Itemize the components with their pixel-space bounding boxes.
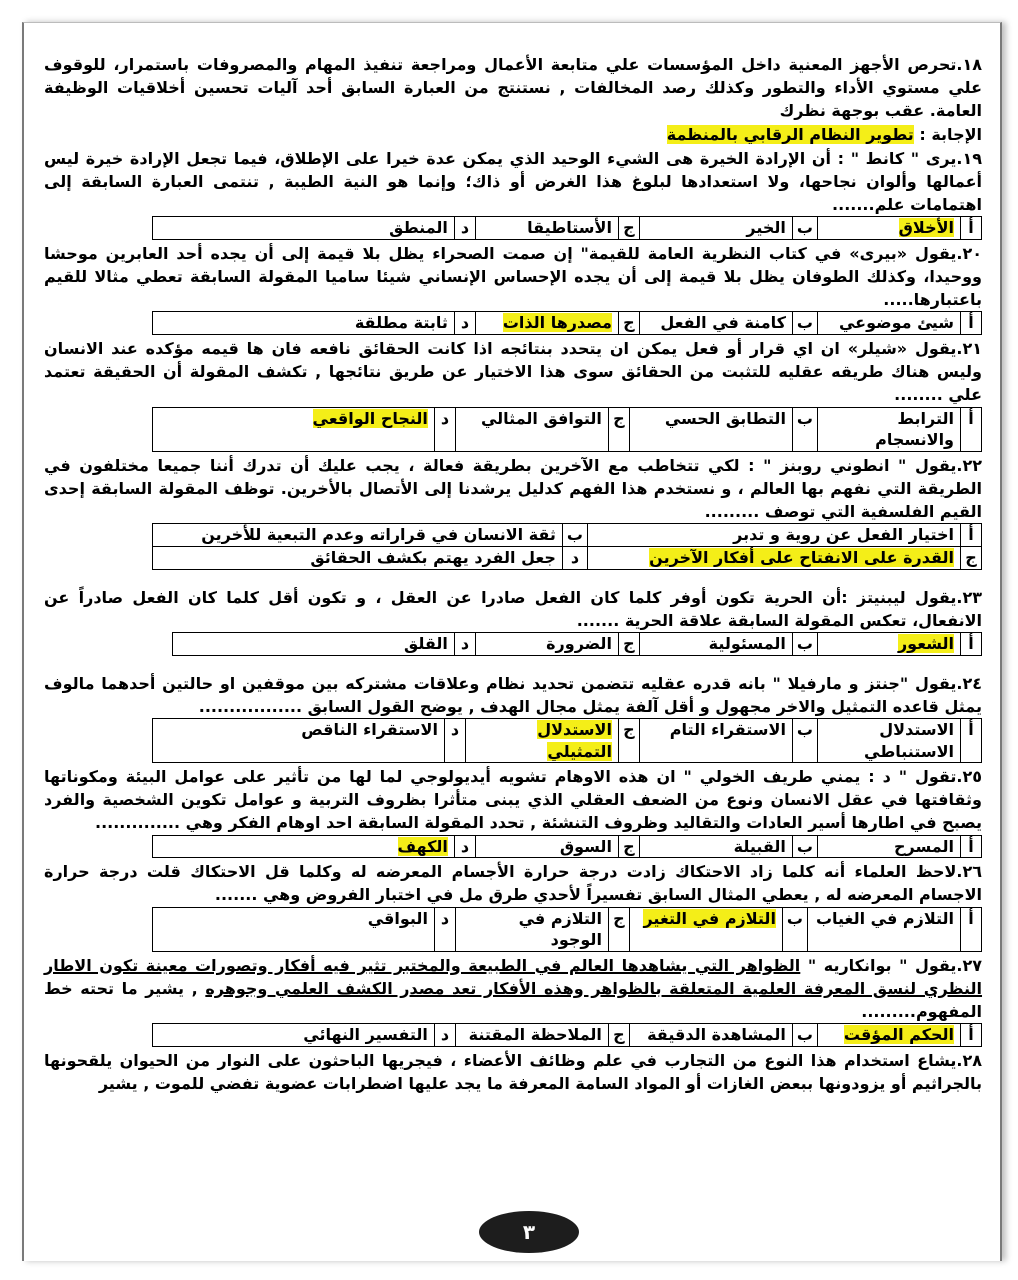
option-letter: ب xyxy=(792,217,817,240)
option-b[interactable]: كامنة في الفعل xyxy=(639,312,792,335)
option-letter: أ xyxy=(961,718,982,762)
option-b[interactable]: الخير xyxy=(639,217,792,240)
question-23 xyxy=(44,586,982,656)
option-letter: أ xyxy=(961,907,982,951)
option-a-text: الأخلاق xyxy=(898,218,954,238)
option-c[interactable]: التلازم في الوجود xyxy=(455,907,608,951)
option-letter: د xyxy=(454,632,475,655)
option-letter: ب xyxy=(792,835,817,858)
option-c[interactable]: الضرورة xyxy=(475,632,618,655)
option-a[interactable]: الاستدلال الاستنباطي xyxy=(818,718,961,762)
question-21-text: ٢١.يقول «شيلر» ان اي قرار أو فعل يمكن ان يتحدد بنتائجه اذا كانت الحقائق نافعه فان ها قيمه مؤكده عند الانسان وليس هناك طريقه عقليه للتثبت من الحقائق سوى هذا الاختيار عن طريق نتائجها , تكشف المقولة أن الحقيقة تعتمد علي ........ xyxy=(44,339,982,405)
answer-label: الإجابة : xyxy=(919,124,982,144)
option-d[interactable]: الاستقراء الناقص xyxy=(153,718,445,762)
option-c[interactable] xyxy=(465,718,618,762)
options-table-23 xyxy=(172,632,982,656)
option-letter: أ xyxy=(961,217,982,240)
option-a[interactable]: التلازم في الغياب xyxy=(808,907,961,951)
options-table-25 xyxy=(152,835,982,859)
question-23-text: ٢٣.يقول ليبنيتز :أن الحرية تكون أوفر كلما كان الفعل صادرا عن العقل ، و تكون أقل كلما كان الفعل صادراً عن الانفعال، تعكس المقولة السابقة علاقة الحرية ....... xyxy=(44,587,982,630)
option-letter: ب xyxy=(782,907,807,951)
option-b[interactable] xyxy=(629,907,782,951)
option-a[interactable] xyxy=(818,632,961,655)
option-a[interactable] xyxy=(818,1024,961,1047)
page-number-badge xyxy=(479,1211,579,1253)
question-20-text: ٢٠.يقول «بيرى» في كتاب النظرية العامة للقيمة" إن صمت الصحراء يظل بلا قيمة إلى أن يجده أحد العابرين موحشا ووحيدا، وكذلك الطوفان يظل بلا قيمة إلى أن يجده الإحساس الإنساني شيئا ساميا المقولة السابقة تعطي مثالا للقيم باعتبارها..... xyxy=(44,243,982,310)
option-letter: د xyxy=(454,217,475,240)
option-letter: أ xyxy=(961,312,982,335)
option-letter: ج xyxy=(961,546,982,569)
option-letter: ج xyxy=(608,907,629,951)
option-c[interactable] xyxy=(588,546,961,569)
option-b-text: التلازم في التغير xyxy=(643,908,776,928)
options-table-24 xyxy=(152,718,982,763)
question-25 xyxy=(44,765,982,858)
option-d[interactable]: التفسير النهائي xyxy=(153,1024,435,1047)
option-letter: ج xyxy=(618,217,639,240)
question-27-text-start: ٢٧.يقول " بوانكاريه " xyxy=(800,955,983,975)
option-c[interactable]: الملاحظة المقتنة xyxy=(455,1024,608,1047)
option-letter: د xyxy=(444,718,465,762)
answer-text: تطوير النظام الرقابي بالمنظمة xyxy=(666,124,914,144)
option-c[interactable]: الأستاطيقا xyxy=(475,217,618,240)
option-b[interactable]: ثقة الانسان في قراراته وعدم التبعية للأخرين xyxy=(153,524,563,547)
options-table-26 xyxy=(152,907,982,952)
page-content xyxy=(44,53,982,1096)
option-d-text: الكهف xyxy=(397,836,448,856)
option-letter: ج xyxy=(618,632,639,655)
option-c-text: مصدرها الذات xyxy=(502,313,612,333)
question-22-text: ٢٢.يقول " انطوني روبنز " : لكي تتخاطب مع الآخرين بطريقة فعالة ، يجب عليك أن تدرك أننا جميعا مختلفون في الطريقة التي نفهم بها العالم ، و نستخدم هذا الفهم كدليل يرشدنا إلى الأتصال بالأخرين. توظف المقولة السابقة إحدى القيم الفلسفية التي توصف ......... xyxy=(44,455,982,522)
option-c[interactable] xyxy=(475,312,618,335)
option-letter: ب xyxy=(792,1024,817,1047)
document-page xyxy=(22,22,1002,1261)
option-b[interactable]: التطابق الحسي xyxy=(629,407,792,451)
question-26 xyxy=(44,860,982,952)
page-number: ٣ xyxy=(522,1220,536,1244)
options-table-20 xyxy=(152,311,982,335)
option-letter: د xyxy=(434,1024,455,1047)
option-letter: أ xyxy=(961,835,982,858)
option-d-text: النجاح الواقعي xyxy=(312,408,428,428)
question-27-underlined: الظواهر التي يشاهدها العالم في الطبيعة والمختبر تثير فيه أفكار وتصورات معينة تكون الاطار النظري لنسق المعرفة العلمية المتعلقة بالظواهر وهذه الأفكار تعد مصدر الكشف العلمي وجوهره xyxy=(44,955,983,998)
option-b[interactable]: الاستقراء التام xyxy=(639,718,792,762)
option-letter: ج xyxy=(618,718,639,762)
option-letter: د xyxy=(434,907,455,951)
question-25-text: ٢٥.تقول " د : يمني طريف الخولي " ان هذه الاوهام تشويه أيديولوجي لما لها من تأثير على عوامل البيئة ومكوناتها وثقافتها في عقل الانسان ونوع من الضعف العقلي الذي يبنى متأثرا بظروف التربية و عوامل تكوين الشخصية والفرد يصبح في اطارها أسير العادات والتقاليد وظروف التنشئة , تحدد المقولة السابقة احد اوهام الفكر وهي .............. xyxy=(44,767,982,833)
options-table-27 xyxy=(152,1023,982,1047)
option-letter: ج xyxy=(618,835,639,858)
option-a[interactable]: الترابط والانسجام xyxy=(818,407,961,451)
option-b[interactable]: المشاهدة الدقيقة xyxy=(629,1024,792,1047)
options-table-19 xyxy=(152,216,982,240)
option-letter: ب xyxy=(792,407,817,451)
option-b[interactable]: القبيلة xyxy=(639,835,792,858)
option-letter: ج xyxy=(608,1024,629,1047)
question-18 xyxy=(44,53,982,146)
option-letter: د xyxy=(434,407,455,451)
option-letter: أ xyxy=(961,632,982,655)
option-c[interactable]: التوافق المثالي xyxy=(455,407,608,451)
option-a-text: الشعور xyxy=(897,633,954,653)
question-27-text-end: , يشير ما تحته خط المفهوم......... xyxy=(44,979,982,1022)
question-24-text: ٢٤.يقول "جنتز و مارفيلا " بانه قدره عقليه تتضمن تحديد نظام وعلاقات مشتركه بين موقفين او حالتين أحدهما مالوف يمثل قاعده التمثيل والاخر مجهول و أقل آلفة يمثل مجال الهدف , يوضح القول السابق ................. xyxy=(44,673,982,716)
option-d[interactable] xyxy=(153,835,455,858)
question-18-answer xyxy=(44,123,982,146)
option-letter: ج xyxy=(608,407,629,451)
option-letter: أ xyxy=(961,407,982,451)
question-22 xyxy=(44,454,982,570)
option-a[interactable]: اختيار الفعل عن روية و تدبر xyxy=(588,524,961,547)
question-21 xyxy=(44,337,982,452)
option-letter: د xyxy=(454,312,475,335)
question-18-text: ١٨.تحرص الأجهز المعنية داخل المؤسسات علي متابعة الأعمال ومراجعة تنفيذ المهام والمصروفات باستمرار، للوقوف علي مستوي الأداء والتطور وكذلك رصد المخالفات , نستنتج من العبارة السابق أحد آليات تحسين أخلاقيات الوظيفة العامة. عقب بوجهة نظرك xyxy=(44,55,982,121)
option-d[interactable]: جعل الفرد يهتم بكشف الحقائق xyxy=(153,546,563,569)
option-letter: ب xyxy=(562,524,587,547)
option-d[interactable]: المنطق xyxy=(153,217,455,240)
option-letter: د xyxy=(562,546,587,569)
option-c-text: القدرة على الانفتاح على أفكار الآخرين xyxy=(649,547,954,567)
question-28-text: ٢٨.يشاع استخدام هذا النوع من التجارب في علم وظائف الأعضاء ، فيجريها الباحثون على النوار من الحيوان يلقحونها بالجراثيم أو يزودونها ببعض الغازات أو المواد السامة المعرفة ما يجد عليها اضطرابات عضوية تفضي للموت , يشير xyxy=(44,1050,982,1094)
option-d[interactable]: ثابتة مطلقة xyxy=(153,312,455,335)
question-19-text: ١٩.يرى " كانط " : أن الإرادة الخيرة هى الشيء الوحيد الذي يمكن عدة خيرا على الإطلاق، فيما تجعل الإرادة خيرة ليس أعمالها وألوان نجاحها، ولا استعدادها لبلوغ هذا الغرض أو ذاك؛ وإنما هو النية الطيبة , تنتمى العبارة السابقة إلى اهتمامات علم....... xyxy=(44,148,982,215)
option-letter: ب xyxy=(792,312,817,335)
option-d[interactable]: القلق xyxy=(173,632,455,655)
options-table-21 xyxy=(152,407,982,452)
question-20 xyxy=(44,242,982,335)
option-d[interactable] xyxy=(153,407,435,451)
option-letter: ب xyxy=(792,632,817,655)
option-b[interactable]: المسئولية xyxy=(639,632,792,655)
question-26-text: ٢٦.لاحظ العلماء أنه كلما زاد الاحتكاك زادت درجة حرارة الأجسام المعرضه له وكلما قل الاحتكاك قلت درجة حرارة الاجسام المعرضه له , يعطي المثال السابق تفسيراً لأحدي طرق مل في اختبار الفروض وهي ....... xyxy=(44,862,982,905)
option-letter: ب xyxy=(792,718,817,762)
question-27 xyxy=(44,954,982,1047)
question-27-text xyxy=(44,954,982,1024)
option-letter: أ xyxy=(961,1024,982,1047)
question-24 xyxy=(44,672,982,764)
option-a[interactable]: المسرح xyxy=(818,835,961,858)
option-a-text: الحكم المؤقت xyxy=(843,1025,954,1045)
option-c[interactable]: السوق xyxy=(475,835,618,858)
option-letter: ج xyxy=(618,312,639,335)
question-19 xyxy=(44,147,982,240)
option-letter: د xyxy=(454,835,475,858)
option-c-text: الاستدلال التمثيلي xyxy=(537,719,612,761)
option-a[interactable]: شيئ موضوعي xyxy=(818,312,961,335)
question-28 xyxy=(44,1049,982,1095)
option-letter: أ xyxy=(961,524,982,547)
option-d[interactable]: البواقي xyxy=(153,907,435,951)
options-table-22 xyxy=(152,523,982,569)
option-a[interactable] xyxy=(818,217,961,240)
